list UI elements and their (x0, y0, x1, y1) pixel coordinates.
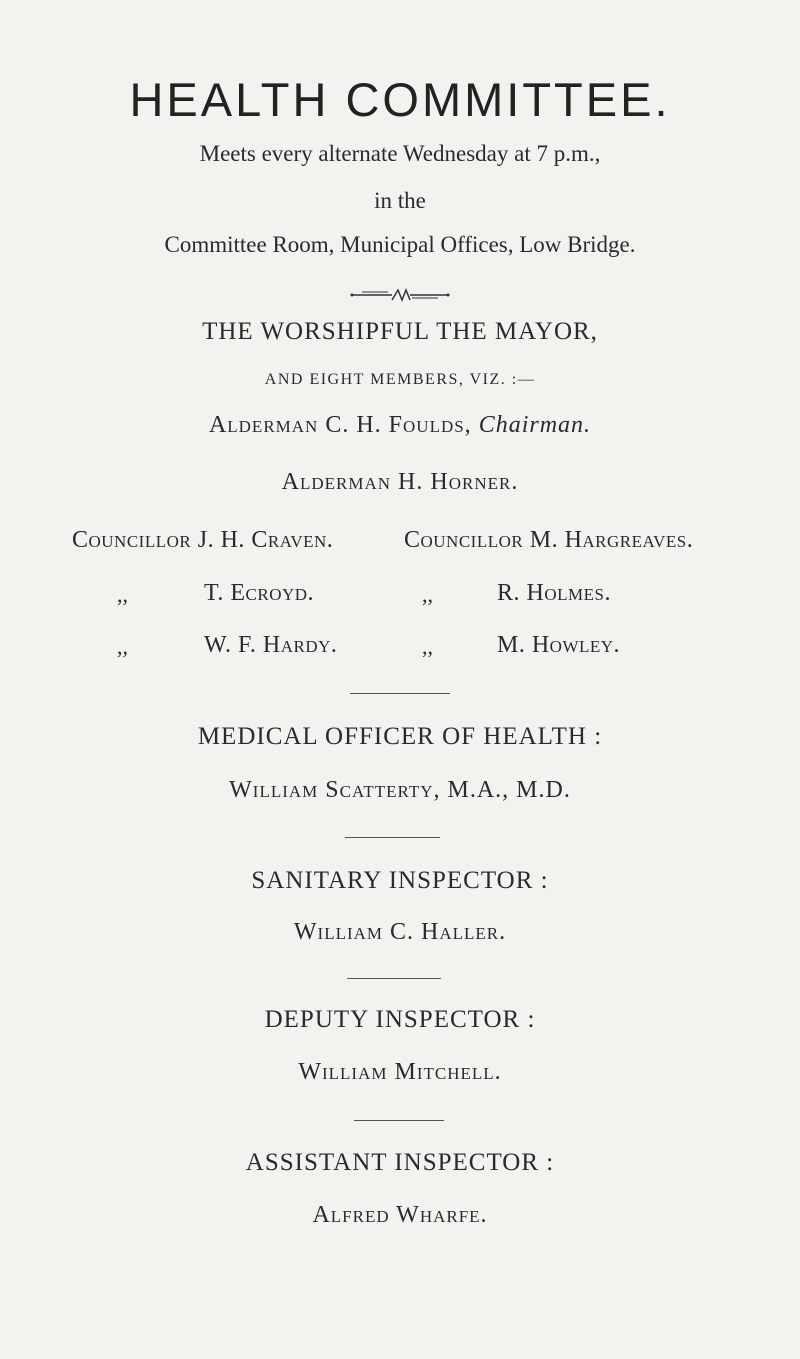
divider-rule (347, 978, 441, 979)
divider-rule (350, 693, 450, 694)
deputy-inspector-name: William Mitchell. (298, 1059, 502, 1085)
meeting-line-2: in the (374, 188, 426, 213)
councillor-prefix: Councillor (404, 527, 524, 553)
meeting-line-1: Meets every alternate Wednesday at 7 p.m., (199, 141, 601, 166)
ditto-mark: ,, (422, 634, 433, 659)
councillor-ecroyd: T. Ecroyd. (204, 580, 315, 606)
councillor-row-1-right (404, 527, 693, 554)
chairman-line (0, 412, 800, 439)
alderman-horner: Alderman H. Horner. (281, 469, 519, 495)
sanitary-inspector-heading: SANITARY INSPECTOR : (251, 867, 549, 894)
mayor-line: THE WORSHIPFUL THE MAYOR, (202, 318, 598, 345)
ditto-mark: ,, (117, 634, 128, 659)
chairman-role: Chairman. (478, 412, 592, 438)
councillor-hardy: W. F. Hardy. (204, 632, 338, 658)
ditto-mark: ,, (117, 582, 128, 607)
councillor-prefix: Councillor (72, 527, 192, 553)
councillor-name: J. H. Craven. (197, 527, 334, 553)
divider-rule (354, 1120, 444, 1121)
medical-officer-name: William Scatterty, M.A., M.D. (229, 777, 571, 803)
chairman-name: Alderman C. H. Foulds, (208, 412, 472, 438)
councillor-holmes: R. Holmes. (497, 580, 611, 606)
assistant-inspector-heading: ASSISTANT INSPECTOR : (245, 1149, 555, 1176)
divider-rule (345, 837, 440, 838)
councillor-name: M. Hargreaves. (529, 527, 694, 553)
page-title: HEALTH COMMITTEE. (129, 73, 671, 126)
assistant-inspector-name: Alfred Wharfe. (312, 1202, 488, 1228)
ditto-mark: ,, (422, 582, 433, 607)
councillor-row-1-left (72, 527, 333, 554)
members-line: AND EIGHT MEMBERS, VIZ. :— (264, 371, 536, 388)
sanitary-inspector-name: William C. Haller. (293, 919, 507, 945)
councillor-howley: M. Howley. (497, 632, 621, 658)
ornament-divider-icon (350, 287, 450, 303)
deputy-inspector-heading: DEPUTY INSPECTOR : (264, 1006, 536, 1033)
medical-officer-heading: MEDICAL OFFICER OF HEALTH : (197, 723, 603, 750)
meeting-line-3: Committee Room, Municipal Offices, Low Bridge. (164, 232, 636, 257)
